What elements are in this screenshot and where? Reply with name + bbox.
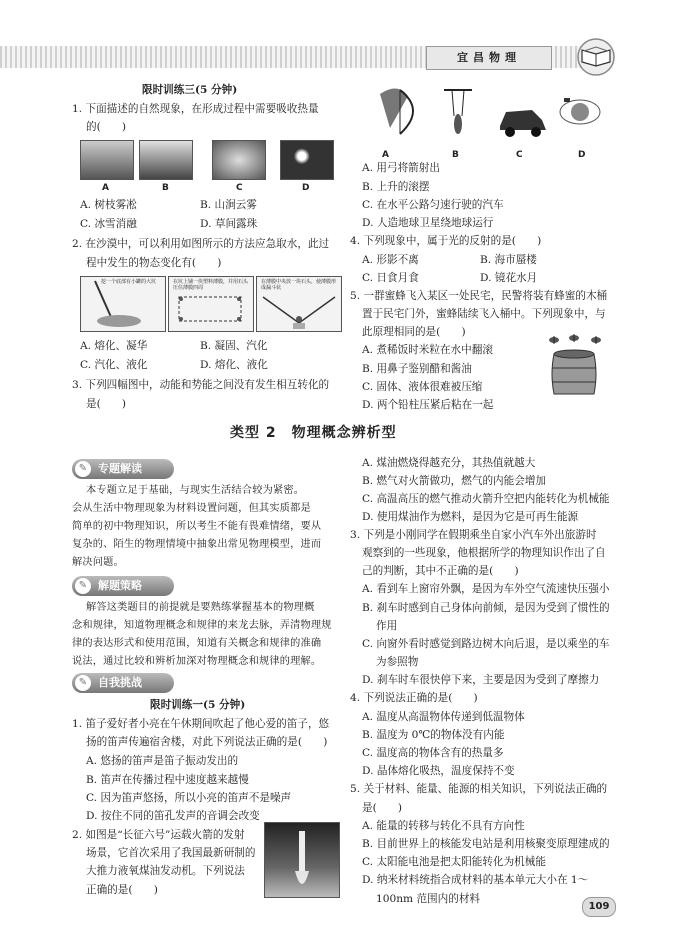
q4-option-c[interactable]: C. 日食月食	[362, 272, 419, 284]
tag-self-challenge-label: 自我挑战	[98, 676, 142, 689]
b-q2-stem: 2. 如图是“长征六号”运载火箭的发射	[72, 829, 245, 841]
b-q5-stem: 5. 关于材料、能量、能源的相关知识，下列说法正确的	[350, 783, 608, 795]
q2-option-a[interactable]: A. 熔化、凝华	[80, 340, 148, 352]
q1-stem: 1. 下面描述的自然现象，在形成过程中需要吸收热量	[72, 103, 319, 115]
b-q2-option-c[interactable]: C. 高温高压的燃气推动火箭升空把内能转化为机械能	[362, 493, 610, 505]
b-q3-option-a[interactable]: A. 看到车上窗帘外飘，是因为车外空气流速快压强小	[362, 583, 610, 595]
b-q3-option-b-cont: 作用	[376, 620, 398, 632]
q3-pic-label-b: B	[452, 150, 459, 160]
b-q5-option-d-cont: 100nm 范围内的材料	[376, 893, 481, 905]
honey-barrel-figure	[540, 332, 610, 398]
b-q5-option-a[interactable]: A. 能量的转移与转化不具有方向性	[362, 820, 525, 832]
diagram-cover-caption: 在坑上铺一块塑料薄膜，并用石头压住薄膜四周	[173, 279, 249, 291]
b-q4-option-b[interactable]: B. 温度为 0℃的物体没有内能	[362, 729, 505, 741]
b-q4-stem: 4. 下列说法正确的是( )	[350, 692, 478, 704]
diagram-dig-caption: 挖一个底部有小罐的大坑	[101, 279, 157, 285]
q3-stem-cont: 是( )	[86, 398, 127, 410]
b-q3-option-b[interactable]: B. 刹车时感到自己身体向前倾，是因为受到了惯性的	[362, 602, 610, 614]
section-title: 类型 2 物理概念辨析型	[230, 425, 397, 441]
q3-pic-label-d: D	[578, 150, 586, 160]
b-q1-stem: 1. 笛子爱好者小亮在午休期间吹起了他心爱的笛子，悠	[72, 718, 330, 730]
q5-stem-cont2: 此原理相同的是( )	[362, 326, 466, 338]
strategy-para-line: 解答这类题目的前提就是要熟练掌握基本的物理概	[86, 602, 315, 613]
diagram-cover-film	[168, 276, 254, 332]
dew-photo	[280, 140, 334, 180]
b-q5-option-b[interactable]: B. 目前世界上的核能发电站是利用核聚变原理建成的	[362, 838, 610, 850]
b-q4-option-c[interactable]: C. 温度高的物体含有的热量多	[362, 747, 504, 759]
q3-option-a[interactable]: A. 用弓将箭射出	[362, 162, 440, 174]
b-q4-option-d[interactable]: D. 晶体熔化吸热，温度保持不变	[362, 765, 515, 777]
b-q2-stem-cont: 场景，它首次采用了我国最新研制的	[86, 847, 256, 859]
q5-stem-cont: 置于民宅门外，蜜蜂陆续飞入桶中。下列现象中，与	[362, 308, 606, 320]
strategy-icon: ✎	[75, 578, 91, 594]
q1-pic-label-b: B	[162, 183, 169, 193]
melting-ice-photo	[212, 140, 266, 180]
b-q2-stem-cont3: 正确的是( )	[86, 884, 158, 896]
practice3-title: 限时训练三(5 分钟)	[142, 84, 238, 96]
page-number: 109	[582, 897, 616, 917]
b-q1-option-b[interactable]: B. 笛声在传播过程中速度越来越慢	[86, 774, 249, 786]
q5-stem: 5. 一群蜜蜂飞入某区一处民宅，民警将装有蜂蜜的木桶	[350, 290, 608, 302]
topic-para-line: 解决问题。	[72, 557, 124, 568]
strategy-para-line: 念和规律，知道物理概念和规律的来龙去脉，弄清物理规	[72, 620, 332, 631]
b-q2-stem-cont2: 大推力液氧煤油发动机。下列说法	[86, 865, 245, 877]
topic-para-line: 本专题立足于基础，与现实生活结合较为紧密。	[86, 485, 305, 496]
frost-photo	[80, 140, 134, 180]
q4-option-b[interactable]: B. 海市蜃楼	[480, 254, 537, 266]
strategy-para-line: 说法，通过比较和辨析加深对物理概念和规律的理解。	[72, 656, 322, 667]
q1-option-a[interactable]: A. 树枝雾凇	[80, 199, 137, 211]
q2-option-c[interactable]: C. 汽化、液化	[80, 359, 148, 371]
b-q5-option-c[interactable]: C. 太阳能电池是把太阳能转化为机械能	[362, 856, 546, 868]
q3-pic-label-a: A	[382, 150, 389, 160]
b-q4-option-a[interactable]: A. 温度从高温物体传递到低温物体	[362, 711, 525, 723]
mountain-mist-photo	[139, 140, 193, 180]
q5-option-b[interactable]: B. 用鼻子鉴别醋和酱油	[362, 363, 472, 375]
q1-option-b[interactable]: B. 山涧云雾	[200, 199, 257, 211]
b-q5-option-d[interactable]: D. 纳米材料统指合成材料的基本单元大小在 1～	[362, 874, 589, 886]
tag-self-challenge	[72, 673, 174, 693]
q3-option-b[interactable]: B. 上升的滚摆	[362, 181, 430, 193]
q2-option-d[interactable]: D. 熔化、液化	[200, 359, 268, 371]
q5-option-c[interactable]: C. 固体、液体很难被压缩	[362, 381, 483, 393]
q1-option-d[interactable]: D. 草间露珠	[200, 218, 258, 230]
diagram-dig-pit	[80, 276, 166, 332]
b-q1-option-d[interactable]: D. 按住不同的笛孔发声的音调会改变	[86, 810, 260, 822]
q3-figures	[360, 82, 610, 150]
b-q3-stem-cont2: 己的判断，其中不正确的是( )	[362, 565, 519, 577]
q4-option-d[interactable]: D. 镜花水月	[480, 272, 538, 284]
b-q1-option-a[interactable]: A. 悠扬的笛声是笛子振动发出的	[86, 755, 239, 767]
q3-stem: 3. 下列四幅图中，动能和势能之间没有发生相互转化的	[72, 379, 330, 391]
topic-para-line: 会从生活中物理现象为材料设置问题，但其实质都是	[72, 503, 311, 514]
diagram-funnel-caption: 在薄膜中央放一块石头，使薄膜形成漏斗状	[261, 279, 337, 291]
self-challenge-icon: ✎	[75, 675, 91, 691]
b-q3-option-d[interactable]: D. 刹车时车很快停下来，主要是因为受到了摩擦力	[362, 674, 600, 686]
q1-pic-label-c: C	[236, 183, 243, 193]
q5-option-a[interactable]: A. 煮稀饭时米粒在水中翻滚	[362, 344, 493, 356]
tag-topic-reading-label: 专题解读	[98, 462, 142, 475]
b-q2-option-b[interactable]: B. 燃气对火箭做功，燃气的内能会增加	[362, 475, 547, 487]
q1-pic-label-d: D	[302, 183, 310, 193]
q5-option-d[interactable]: D. 两个铅柱压紧后粘在一起	[362, 399, 494, 411]
q1-option-c[interactable]: C. 冰雪消融	[80, 218, 137, 230]
q3-option-d[interactable]: D. 人造地球卫星绕地球运行	[362, 217, 494, 229]
q2-option-b[interactable]: B. 凝固、汽化	[200, 340, 268, 352]
practice1-title: 限时训练一(5 分钟)	[150, 699, 246, 711]
diagram-funnel	[256, 276, 342, 332]
b-q1-option-c[interactable]: C. 因为笛声悠扬，所以小亮的笛声不是噪声	[86, 792, 292, 804]
b-q3-option-c-cont: 为参照物	[376, 656, 419, 668]
strategy-para-line: 律的表达形式和使用范围，知道有关概念和规律的准确	[72, 638, 322, 649]
q3-pic-label-c: C	[516, 150, 523, 160]
q1-pic-label-a: A	[102, 183, 109, 193]
q2-stem-cont: 程中发生的物态变化有( )	[86, 257, 222, 269]
topic-para-line: 简单的初中物理知识，所以考生不能有畏难情绪，要从	[72, 521, 322, 532]
b-q1-stem-cont: 扬的笛声传遍宿舍楼，对此下列说法正确的是( )	[86, 736, 328, 748]
topic-para-line: 复杂的、陌生的物理情境中抽象出常见物理模型，进而	[72, 539, 322, 550]
rocket-launch-photo	[264, 822, 340, 898]
tag-strategy	[72, 576, 174, 596]
b-q3-stem: 3. 下列是小刚同学在假期乘坐自家小汽车外出旅游时	[350, 529, 597, 541]
q2-stem: 2. 在沙漠中，可以利用如图所示的方法应急取水，此过	[72, 238, 330, 250]
b-q3-option-c[interactable]: C. 向窗外看时感觉到路边树木向后退，是以乘坐的车	[362, 638, 610, 650]
q4-option-a[interactable]: A. 形影不离	[362, 254, 419, 266]
q1-stem-cont: 的( )	[86, 121, 127, 133]
b-q5-stem-cont: 是( )	[362, 802, 403, 814]
q4-stem: 4. 下列现象中，属于光的反射的是( )	[350, 235, 542, 247]
b-q2-option-d[interactable]: D. 使用煤油作为燃料，是因为它是可再生能源	[362, 511, 579, 523]
q3-option-c[interactable]: C. 在水平公路匀速行驶的汽车	[362, 199, 504, 211]
book-icon	[574, 38, 618, 76]
header-title: 宜昌物理	[426, 46, 552, 70]
tag-strategy-label: 解题策略	[98, 579, 142, 592]
b-q2-option-a[interactable]: A. 煤油燃烧得越充分，其热值就越大	[362, 457, 536, 469]
b-q3-stem-cont: 观察到的一些现象，他根据所学的物理知识作出了自	[362, 547, 606, 559]
topic-reading-icon: ✎	[75, 461, 91, 477]
tag-topic-reading	[72, 459, 174, 479]
